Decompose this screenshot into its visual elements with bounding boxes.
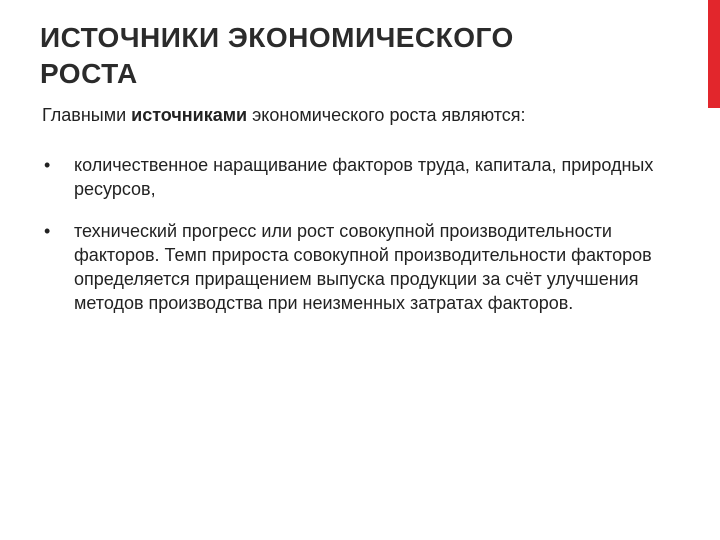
bullet-text: технический прогресс или рост совокупной производительности факторов. Темп прироста совокупной производительности факторов определяется приращением выпуска продукции за счёт улучшения методов производства при неизменных затратах факторов. <box>74 221 652 313</box>
intro-text-before: Главными <box>42 105 132 125</box>
bullet-text: количественное наращивание факторов труда, капитала, природных ресурсов, <box>74 155 654 199</box>
bullet-list <box>42 153 662 315</box>
bullet-icon: • <box>44 155 51 175</box>
accent-bar <box>708 0 720 108</box>
bullet-item-factors <box>42 153 662 201</box>
intro-paragraph <box>42 103 662 127</box>
slide-title <box>40 20 680 92</box>
slide-title-line-2: РОСТА <box>40 58 138 89</box>
intro-bold-keyword: источниками <box>131 105 248 125</box>
intro-text-after: экономического роста являются: <box>247 105 526 125</box>
slide-title-line-1: ИСТОЧНИКИ ЭКОНОМИЧЕСКОГО <box>40 22 514 53</box>
bullet-icon: • <box>44 221 51 241</box>
bullet-item-tech-progress <box>42 219 662 315</box>
slide-body <box>42 103 662 333</box>
